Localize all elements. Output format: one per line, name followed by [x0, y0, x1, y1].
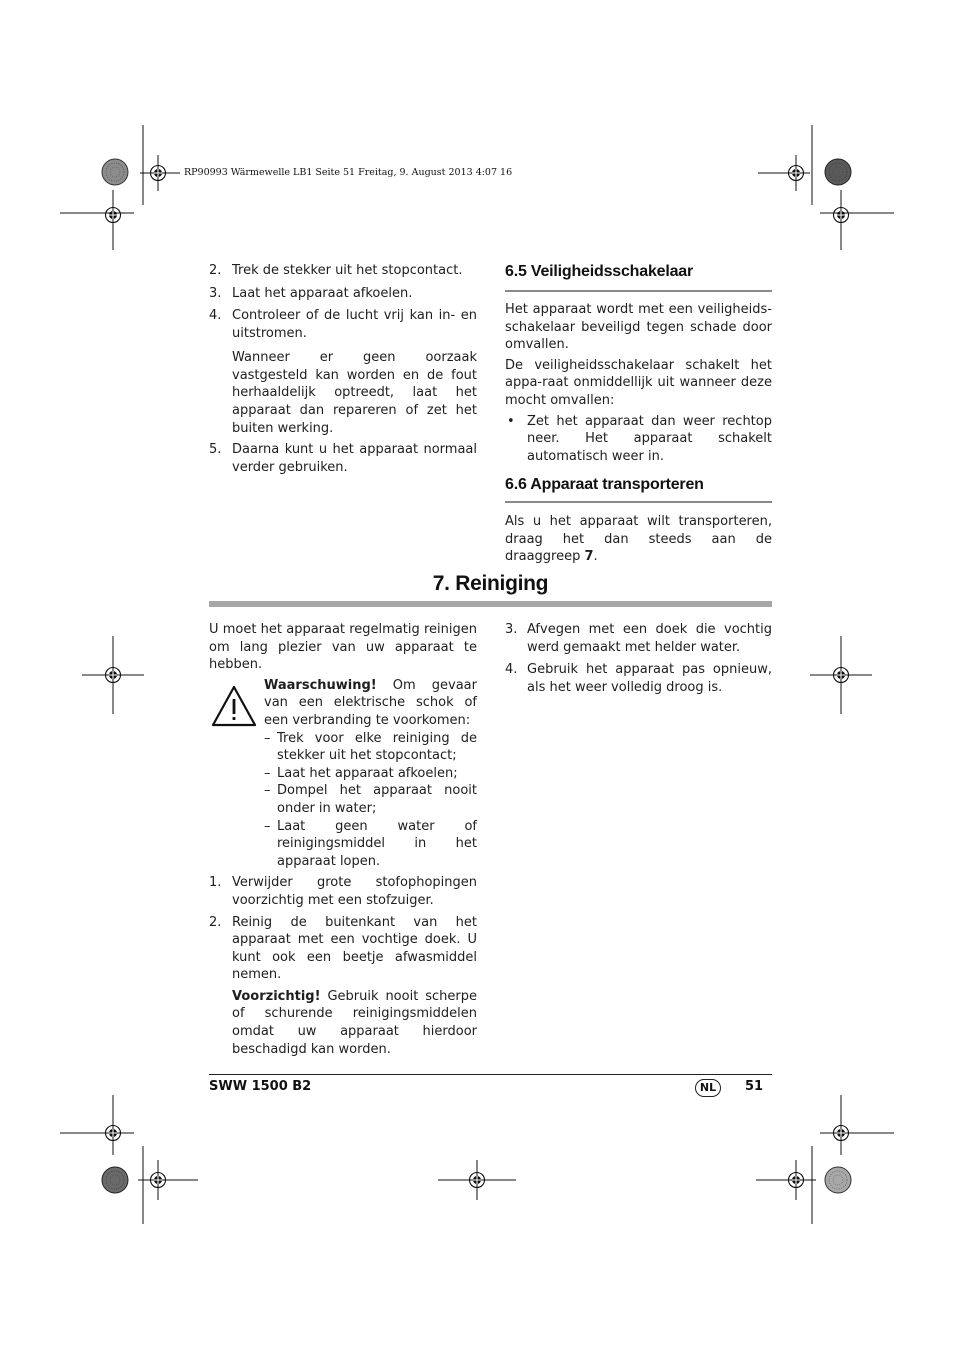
- list-item: [209, 874, 477, 909]
- item-text: Daarna kunt u het apparaat normaal verder gebruiken.: [232, 442, 477, 475]
- list-item: [209, 307, 477, 342]
- page-number: 51: [745, 1079, 764, 1094]
- chapter-7-right-column: [505, 621, 772, 696]
- dash-text: Trek voor elke reiniging de stekker uit het stopcontact;: [277, 730, 477, 764]
- section-heading-6-6: 6.6 Apparaat transporteren: [505, 476, 704, 493]
- caution-text: Gebruik nooit scherpe of schurende reinigingsmiddelen omdat uw apparaat hierdoor beschadigd kan worden.: [232, 988, 477, 1057]
- item-text: Afvegen met een doek die vochtig werd gemaakt met helder water.: [527, 622, 772, 655]
- warning-label: Waarschuwing!: [264, 677, 377, 693]
- warning-triangle-icon: [210, 684, 258, 728]
- dash: –: [264, 783, 271, 799]
- caution-paragraph: [232, 988, 477, 1058]
- language-badge: NL: [695, 1079, 721, 1097]
- chapter-rule: [209, 601, 772, 607]
- item-text: Verwijder grote stofophopingen voorzichtig met een stofzuiger.: [232, 875, 477, 908]
- bullet-text: Zet het apparaat dan weer rechtop neer. Het apparaat schakelt automatisch weer in.: [527, 413, 772, 464]
- chapter-7-left-column: [209, 621, 477, 1058]
- item-continuation-text: Wanneer er geen oorzaak vastgesteld kan worden en de fout herhaaldelijk optreedt, laat het apparaat dan repareren of zet het buiten werking.: [232, 350, 477, 436]
- dash-item: [264, 818, 477, 871]
- paragraph-text: Als u het apparaat wilt transporteren, draag het dan steeds aan de draaggreep: [505, 514, 772, 565]
- bullet: •: [507, 413, 515, 429]
- dash-text: Laat het apparaat afkoelen;: [277, 765, 458, 781]
- list-item: [209, 262, 477, 281]
- paragraph-end: .: [593, 549, 598, 565]
- dash-text: Laat geen water of reinigingsmiddel in het apparaat lopen.: [277, 818, 477, 869]
- warning-text: [264, 677, 477, 730]
- item-text: Trek de stekker uit het stopcontact.: [232, 263, 463, 278]
- list-item: [209, 285, 477, 307]
- warning-dash-list: [264, 730, 477, 871]
- intro-paragraph: U moet het apparaat regelmatig reinigen om lang plezier van uw apparaat te hebben.: [209, 622, 477, 673]
- footer-model: SWW 1500 B2: [209, 1079, 312, 1094]
- list-item: [505, 661, 772, 696]
- dash-item: [264, 730, 477, 765]
- item-text: Gebruik het apparaat pas opnieuw, als het weer volledig droog is.: [527, 662, 772, 695]
- left-top-list: [209, 262, 477, 476]
- print-header: RP90993 Wärmewelle LB1 Seite 51 Freitag, 9. August 2013 4:07 16: [184, 167, 513, 178]
- item-number: 4.: [209, 308, 222, 323]
- item-number: 5.: [209, 442, 222, 458]
- dash: –: [264, 765, 271, 781]
- chapter-title: 7. Reiniging: [432, 572, 549, 595]
- paragraph: Het apparaat wordt met een veiligheids-schakelaar beveiligd tegen schade door omvallen.: [505, 302, 772, 353]
- item-number: 4.: [505, 662, 518, 678]
- item-number: 3.: [209, 286, 222, 301]
- part-reference: 7: [584, 549, 594, 565]
- list-item: [209, 914, 477, 984]
- item-number: 3.: [505, 622, 518, 637]
- footer-rule: [209, 1074, 772, 1075]
- warning-description: Om gevaar van een elektrische schok of een verbranding te voorkomen:: [264, 677, 477, 728]
- dash-item: [264, 782, 477, 817]
- item-number: 1.: [209, 875, 222, 891]
- dash: –: [264, 818, 271, 834]
- section-heading-6-5: 6.5 Veiligheidsschakelaar: [505, 263, 694, 280]
- section-rule: [505, 290, 772, 292]
- caution-label: Voorzichtig!: [232, 988, 321, 1004]
- item-text: Controleer of de lucht vrij kan in- en uitstromen.: [232, 308, 477, 341]
- list-item: [209, 441, 477, 476]
- section-6-5-body: [505, 301, 772, 465]
- bullet-item: [505, 413, 772, 466]
- paragraph: De veiligheidsschakelaar schakelt het appa-raat onmiddellijk uit wanneer deze mocht omvallen:: [505, 357, 772, 408]
- list-item: [505, 621, 772, 656]
- dash-item: [264, 765, 477, 783]
- section-6-6-paragraph: [505, 513, 772, 566]
- item-number: 2.: [209, 263, 222, 278]
- item-text: Laat het apparaat afkoelen.: [232, 286, 413, 301]
- section-rule: [505, 501, 772, 503]
- dash: –: [264, 730, 271, 746]
- item-number: 2.: [209, 914, 222, 930]
- warning-block: [209, 677, 477, 871]
- dash-text: Dompel het apparaat nooit onder in water;: [277, 783, 477, 816]
- item-text: Reinig de buitenkant van het apparaat met een vochtige doek. U kunt ook een beetje afwasmiddel nemen.: [232, 914, 477, 983]
